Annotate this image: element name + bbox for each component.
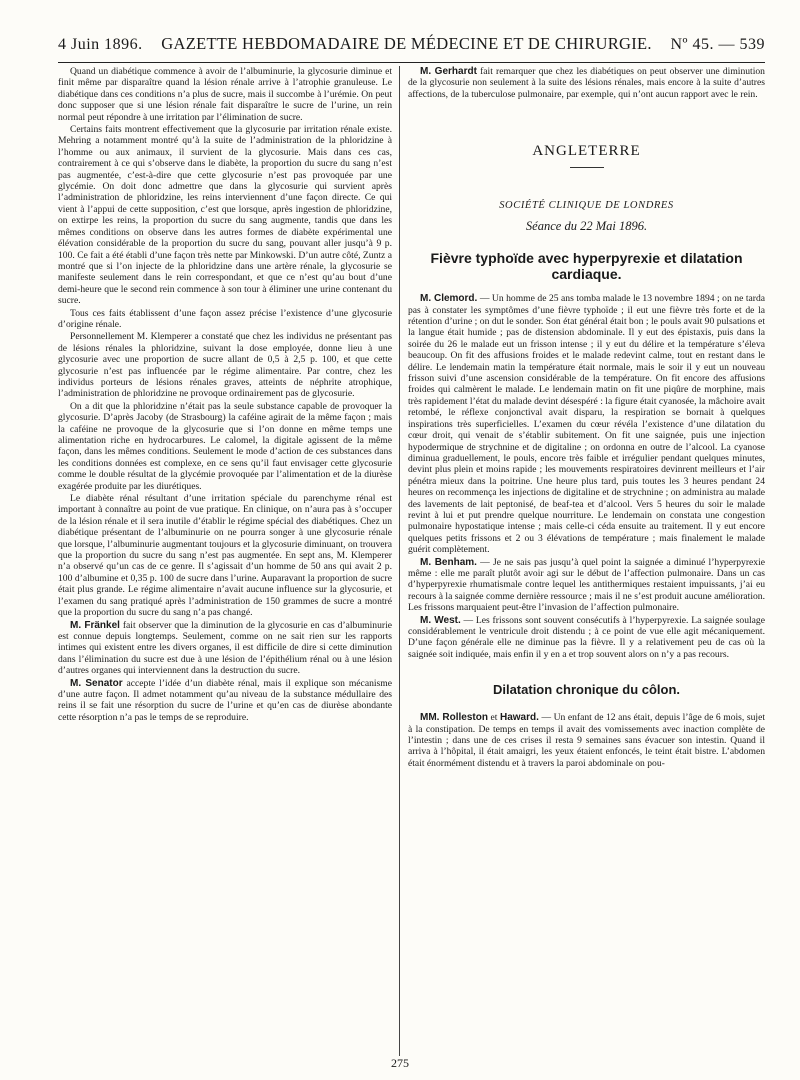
column-divider [399, 66, 400, 1056]
society-heading: SOCIÉTÉ CLINIQUE DE LONDRES [499, 200, 674, 212]
speaker-name: Haward. [499, 712, 539, 724]
paragraph [408, 615, 765, 661]
paragraph [408, 293, 765, 555]
paragraph-text: — Les frissons sont souvent consécutifs à l’hyperpyrexie. La saignée soulage considérablement le ventricule droit distendu ; à ce point de vue elle agit mécaniquement. D’une façon générale elle ne diminue pas la fièvre. Il y a relativement peu de cas où la saignée soit indiquée, mais enfin il y en a et trop souvent alors on n’y a pas recours. [408, 614, 765, 660]
paragraph-text: et [487, 712, 500, 724]
paragraph: Personnellement M. Klemperer a constaté que chez les individus ne présentant pas de lésions rénales la phloridzine, suivant la dose employée, donne lieu à une glycosurie avec une proportion de sucre allant de 0,5 à 2,5 p. 100, et que cette glycosurie n’est pas influencée par le régime alimentaire. Par contre, chez les individus porteurs de lésions rénales graves, atteints de néphrite atrophique, l’administration de phloridzine ne provoque ordinairement pas de glycosurie. [58, 331, 392, 400]
paragraph-text: fait remarquer que chez les diabétiques on peut observer une diminution de la glycosurie non seulement à la suite des lésions rénales, mais encore à la suite d’autres affections, de la tuberculose pulmonaire, par exemple, qui n’ont aucun rapport avec le rein. [408, 66, 765, 100]
speaker-name: M. Fränkel [70, 619, 120, 631]
paragraph [408, 712, 765, 769]
paragraph-text: accepte l’idée d’un diabète rénal, mais il explique son mécanisme d’une autre façon. Il admet notamment qu’au niveau de la substance médullaire des reins il se fait une résorption du sucre de l’urine et qu’en cas de diurèse abondante cette résorption n’a pas le temps de se reproduire. [58, 677, 392, 723]
paragraph: Certains faits montrent effectivement que la glycosurie par irritation rénale existe. Mehring a notamment montré qu’à la suite de l’administration de la phloridzine à l’homme ou aux animaux, il survient de la glycosurie. Mais dans ces cas, contrairement à ce qui s’observe dans le diabète, la proportion du sucre du sang n’est pas augmentée, c’est-à-dire que cette glycosurie n’est pas provoquée par une glycémie. On doit donc admettre que dans la glycosurie qui survient après l’administration de phloridzine, les reins interviennent d’une façon directe. Ce qui vient à l’appui de cette supposition, c’est que lorsque, après ingestion de phloridzine, on extirpe les reins, la proportion du sucre du sang augmente, tandis que dans les mêmes conditions on observe dans les autres formes de diabète expérimental une élévation considérable de la proportion du sucre du sang, pouvant aller jusqu’à 9 p. 100. Ce fait a été établi d’une façon très nette par Minkowski. D’un autre côté, Zuntz a montré que si l’on injecte de la phloridzine dans une artère rénale, la glycosurie se manifeste seulement dans le rein correspondant, et que ce n’est qu’au bout d’une demi-heure que le second rein commence à son tour à éliminer une urine contenant du sucre. [58, 124, 392, 307]
section-rule [570, 167, 604, 168]
paragraph: Tous ces faits établissent d’une façon assez précise l’existence d’une glycosurie d’origine rénale. [58, 307, 392, 330]
paragraph-text: — Je ne sais pas jusqu’à quel point la saignée a diminué l’hyperpyrexie même : elle me paraît plutôt avoir agi sur le début de l’affection pulmonaire. Dans un cas d’hyperpyrexie rhumatismale contre lequel les antithermiques restaient impuissants, j’ai eu recours à la saignée comme dernière ressource ; mais il ne s’est produit aucune amélioration. Les frissons marquaient peut-être l’invasion de l’affection pulmonaire. [408, 556, 766, 614]
article-title: Fièvre typhoïde avec hyperpyrexie et dilatation cardiaque. [430, 250, 743, 283]
speaker-name: M. Benham. [420, 556, 477, 568]
paragraph [58, 678, 392, 724]
session-date: Séance du 22 Mai 1896. [525, 219, 648, 234]
journal-title: GAZETTE HEBDOMADAIRE DE MÉDECINE ET DE CHIRURGIE. [161, 34, 652, 53]
paragraph: Quand un diabétique commence à avoir de l’albuminurie, la glycosurie diminue et finit même par disparaître quand la lésion rénale arrive à l’atrophie granuleuse. Le diabétique dans ces conditions n’a plus de sucre, mais il succombe à l’urémie. On peut donc supposer que si une lésion rénale fait disparaître le sucre de l’urine, un rein normal peut répondre à une irritation par l’élimination de sucre. [58, 66, 392, 123]
paragraph: On a dit que la phloridzine n’était pas la seule substance capable de provoquer la glycosurie. D’après Jacoby (de Strasbourg) la caféine agirait de la même façon ; mais la caféine ne provoque de la glycosurie que si l’on donne en même temps une alimentation riche en hydrocarbures. Le calomel, la digitale agissent de la même façon, dans les mêmes conditions. Seulement le mode d’action de ces substances dans les conditions données est complexe, en ce sens qu’il faut envisager cette glycosurie comme le double résultat de la glycémie provoquée par l’alimentation et de la diurèse exagérée produite par les diurétiques. [58, 400, 392, 492]
header-rule [58, 62, 765, 63]
paragraph-text: — Un enfant de 12 ans était, depuis l’âge de 6 mois, sujet à la constipation. De temps en temps il avait des vomissements avec inaction complète de l’intestin ; dans une de ces crises il resta 9 semaines sans évacuer son intestin. Quand il arriva à l’hôpital, il était amaigri, les yeux étaient enfoncés, le teint était bistre. L’abdomen était énormément distendu et à travers la paroi abdominale on pou- [408, 712, 765, 769]
right-column [408, 66, 765, 769]
paragraph [408, 66, 765, 100]
paragraph [408, 557, 765, 614]
paragraph-text: fait observer que la diminution de la glycosurie en cas d’albuminurie est connue depuis longtemps. Seulement, comme on ne sait rien sur les rapports intimes qui existent entre les divers organes, il est difficile de dire si cette diminution dans l’élimination du sucre est due à une lésion de l’épithélium rénal ou à une lésion d’autres organes qui interviennent dans la destruction du sucre. [58, 619, 392, 677]
paragraph [58, 620, 392, 677]
paragraph: Le diabète rénal résultant d’une irritation spéciale du parenchyme rénal est important à connaître au point de vue pratique. En clinique, on n’aura pas à s’occuper de la lésion rénale et il sera inutile d’établir le régime spécial des diabétiques. Chez un diabétique présentant de l’albuminurie on ne pourra songer à une glycosurie rénale que lorsque, l’albuminurie augmentant toujours et la glycosurie diminuant, on trouvera que la proportion du sucre du sang n’est pas augmentée. En sept ans, M. Klemperer n’a observé qu’un cas de ce genre. Il s’agissait d’un homme de 50 ans qui avait 2 p. 100 d’albumine et 0,35 p. 100 de sucre dans l’urine. Auparavant la proportion de sucre était plus grande. Le régime alimentaire n’avait aucune influence sur la glycosurie, et l’examen du sang pratiqué après l’administration de 150 grammes de sucre a montré que la proportion du sucre du sang n’a pas changé. [58, 493, 392, 619]
speaker-name: M. Clemord. [420, 293, 478, 305]
section-title: ANGLETERRE [532, 143, 641, 160]
left-column [58, 66, 392, 723]
issue-page-number: Nº 45. — 539 [670, 36, 765, 53]
running-header [58, 34, 765, 58]
speaker-name: MM. Rolleston [420, 712, 488, 724]
header-date: 4 Juin 1896. [58, 36, 143, 53]
page-number: 275 [391, 1056, 409, 1070]
paragraph-text: — Un homme de 25 ans tomba malade le 13 novembre 1894 ; on ne tarda pas à constater les symptômes d’une fièvre typhoïde ; il eut une fièvre très forte et de la rétention d’urine ; on dut le sonder. Son état général était bon ; le pouls avait 90 pulsations et la langue était humide ; pas de distension abdominale. Il y eut des épistaxis, puis dans la soirée du 26 le malade eut un frisson intense ; il y eut du délire et la température s’éleva beaucoup. On fit des affusions froides et le malade redevint calme, tout en restant dans le délire. Le lendemain matin la température était normale, mais le soir il y eut un nouveau frisson suivi d’une ascension considérable de la température. On fit encore des affusions froides qui calmèrent le malade. Le lendemain matin on fit une piqûre de morphine, mais très rapidement l’état du malade devint désespéré : la figure était cyanosée, la mâchoire avait retombé, le réflexe conjonctival avait disparu, la respiration se bornait à quelques inspirations très superficielles. L’examen du cœur révéla l’existence d’une dilatation du cœur droit, qui venait de s’établir subitement. On fit une saignée, puis une injection hypodermique de strychnine et de digitaline ; on ordonna en outre de l’alcool. La cyanose diminua graduellement, le pouls, encore très faible et irrégulier pendant quelques minutes, devint plus plein et moins rapide ; les mouvements respiratoires devinrent meilleurs et l’air pénétra mieux dans la poitrine. Une heure plus tard, puis toutes les 3 heures pendant 24 heures on recommença les injections de digitaline et de strychnine ; on administra au malade des lavements de lait peptonisé, de beaf-tea et d’alcool. Vers 5 heures du soir le malade revint à lui et put prendre quelque nourriture. Le lendemain on constata une congestion pulmonaire hypostatique intense ; mais celle-ci céda ensuite au traitement. Il y eut encore quelques petits frissons et 2 ou 3 élévations de température ; mais finalement le malade guérit complètement. [408, 293, 765, 556]
speaker-name: M. Gerhardt [420, 66, 477, 77]
article-title: Dilatation chronique du côlon. [492, 682, 681, 698]
speaker-name: M. Senator [70, 677, 123, 689]
speaker-name: M. West. [420, 614, 461, 626]
